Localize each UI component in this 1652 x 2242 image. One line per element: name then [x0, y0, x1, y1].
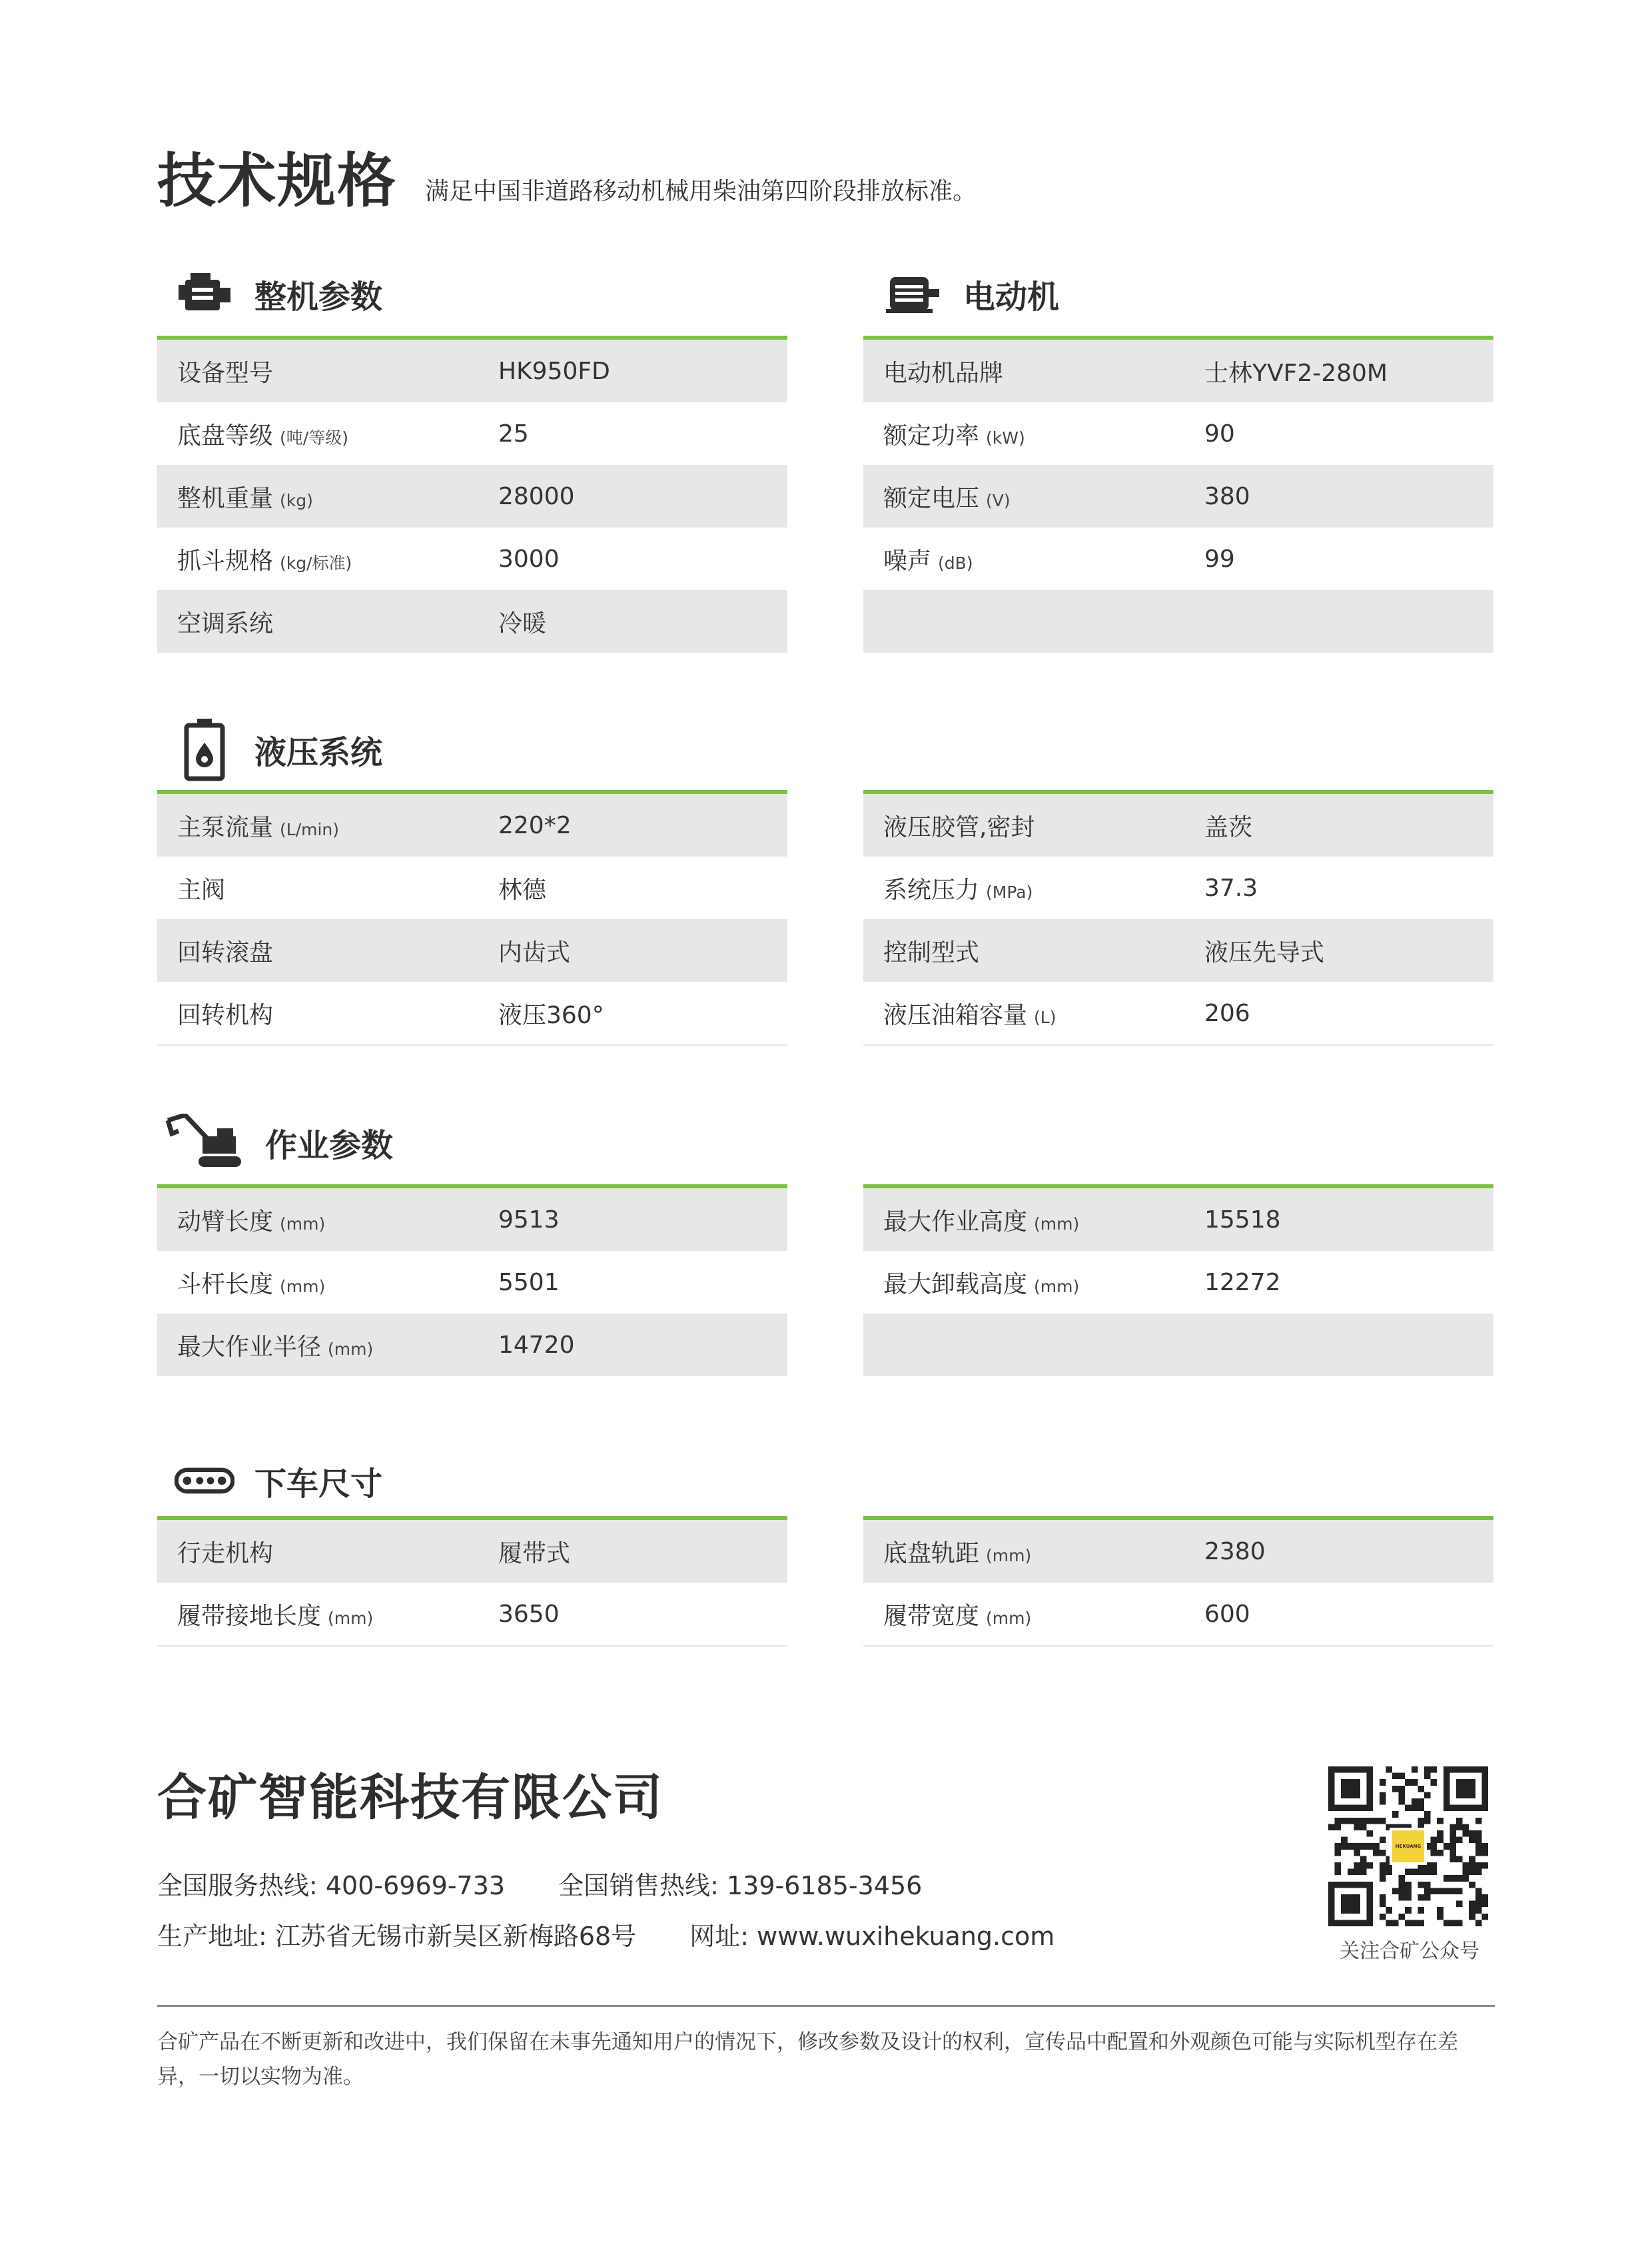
qr-logo [1390, 1828, 1427, 1865]
title-row [157, 147, 977, 215]
spec-label [863, 809, 1204, 843]
table-undercarriage-left [157, 1516, 787, 1647]
spec-unit: (MPa) [986, 882, 1033, 902]
spec-label-text: 额定电压 [883, 484, 980, 512]
spec-label-text: 额定功率 [883, 422, 980, 450]
spec-label [863, 996, 1204, 1030]
spec-label [863, 871, 1204, 905]
table-row [863, 1188, 1493, 1251]
electric-motor-icon [883, 264, 943, 324]
table-row [157, 1313, 787, 1376]
spec-unit: (dB) [938, 553, 973, 573]
spec-unit: (mm) [986, 1545, 1032, 1565]
spec-unit: (mm) [280, 1276, 326, 1296]
table-row [157, 857, 787, 919]
spec-unit: (mm) [1034, 1214, 1080, 1234]
spec-label [157, 1203, 498, 1237]
spec-label [157, 1328, 498, 1362]
spec-label [157, 1597, 498, 1631]
spec-label [863, 1203, 1204, 1237]
spec-unit: (mm) [986, 1608, 1032, 1628]
spec-value: 206 [1204, 999, 1250, 1027]
spec-label [863, 934, 1204, 968]
spec-label-text: 设备型号 [177, 359, 274, 387]
spec-value: 林德 [498, 876, 547, 904]
spec-value: 99 [1204, 545, 1235, 573]
spec-label-text: 系统压力 [883, 876, 980, 904]
spec-label [157, 809, 498, 843]
spec-label-text: 履带宽度 [883, 1602, 980, 1630]
table-row [157, 794, 787, 857]
table-row [863, 528, 1493, 590]
spec-label [863, 542, 1204, 576]
website[interactable]: 网址: www.wuxihekuang.com [689, 1922, 1055, 1951]
table-row [863, 590, 1493, 653]
table-motor [863, 336, 1493, 653]
table-row [157, 919, 787, 982]
spec-label [157, 996, 498, 1030]
spec-label-text: 底盘等级 [177, 422, 274, 450]
spec-label [157, 1266, 498, 1300]
section-header-motor [883, 257, 1059, 330]
qr-code[interactable] [1328, 1766, 1488, 1926]
spec-value: 15518 [1204, 1206, 1281, 1234]
table-row [863, 919, 1493, 982]
spec-label-text: 最大作业高度 [883, 1208, 1028, 1236]
table-row [863, 1583, 1493, 1647]
spec-label-text: 电动机品牌 [883, 359, 1004, 387]
spec-label-text: 回转机构 [177, 1001, 274, 1029]
spec-label-text: 履带接地长度 [177, 1602, 322, 1630]
table-machine [157, 336, 787, 653]
table-row [863, 1251, 1493, 1313]
table-row [863, 982, 1493, 1046]
spec-label [157, 354, 498, 388]
spec-label [863, 1535, 1204, 1569]
spec-label-text: 最大作业半径 [177, 1333, 322, 1361]
spec-value: 37.3 [1204, 874, 1258, 902]
spec-value: 14720 [498, 1331, 575, 1359]
spec-label-text: 动臂长度 [177, 1208, 274, 1236]
excavator-icon [165, 1112, 245, 1172]
spec-label-text: 空调系统 [177, 609, 274, 637]
table-row [157, 982, 787, 1046]
spec-value: 380 [1204, 482, 1250, 510]
spec-unit: (吨/等级) [280, 428, 348, 448]
spec-unit: (L/min) [280, 819, 340, 839]
section-header-undercarriage [175, 1444, 382, 1517]
page-subtitle: 满足中国非道路移动机械用柴油第四阶段排放标准。 [425, 178, 977, 205]
company-name: 合矿智能科技有限公司 [157, 1769, 663, 1826]
table-row [157, 1520, 787, 1583]
table-row [863, 857, 1493, 919]
spec-label [157, 605, 498, 639]
spec-label [863, 1266, 1204, 1300]
spec-value: 盖茨 [1204, 813, 1253, 841]
spec-label [863, 1597, 1204, 1631]
spec-value: 3650 [498, 1600, 560, 1628]
table-row [863, 1313, 1493, 1376]
spec-label [157, 417, 498, 451]
spec-label-text: 底盘轨距 [883, 1539, 980, 1567]
table-row [863, 1520, 1493, 1583]
spec-label-text: 整机重量 [177, 484, 274, 512]
section-header-work [165, 1106, 393, 1179]
spec-value: 士林YVF2-280M [1204, 359, 1388, 387]
table-row [157, 1583, 787, 1647]
section-title-machine: 整机参数 [254, 278, 383, 316]
table-row [157, 1188, 787, 1251]
spec-unit: (mm) [328, 1339, 374, 1359]
spec-label [863, 480, 1204, 514]
table-row [157, 340, 787, 402]
section-header-machine [175, 257, 382, 330]
spec-value: 12272 [1204, 1268, 1281, 1296]
spec-unit: (mm) [328, 1608, 374, 1628]
spec-label-text: 控制型式 [883, 938, 980, 966]
spec-value: 28000 [498, 482, 575, 510]
spec-label-text: 行走机构 [177, 1539, 274, 1567]
spec-value: 90 [1204, 420, 1235, 448]
table-row [863, 794, 1493, 857]
spec-label-text: 液压油箱容量 [883, 1001, 1028, 1029]
table-hydraulic-right [863, 790, 1493, 1046]
page-title: 技术规格 [157, 147, 398, 215]
section-header-hydraulic [175, 713, 382, 786]
service-hotline: 全国服务热线: 400-6969-733 [157, 1871, 506, 1900]
table-work-left [157, 1184, 787, 1376]
spec-unit: (V) [986, 490, 1011, 510]
table-row [157, 402, 787, 465]
spec-value: 内齿式 [498, 938, 571, 966]
spec-unit: (mm) [1034, 1276, 1080, 1296]
spec-value: 液压先导式 [1204, 938, 1325, 966]
spec-label-text: 液压胶管,密封 [883, 813, 1035, 841]
crawler-track-icon [175, 1451, 234, 1511]
spec-label-text: 主泵流量 [177, 813, 274, 841]
factory-address: 生产地址: 江苏省无锡市新吴区新梅路68号 [157, 1922, 637, 1951]
spec-unit: (mm) [280, 1214, 326, 1234]
spec-value: HK950FD [498, 357, 610, 385]
table-row [863, 465, 1493, 528]
table-row [157, 1251, 787, 1313]
spec-value: 冷暖 [498, 609, 547, 637]
spec-unit: (kg) [280, 490, 313, 510]
spec-label-text: 抓斗规格 [177, 547, 274, 575]
spec-label [863, 1331, 1204, 1359]
spec-unit: (kg/标准) [280, 553, 352, 573]
spec-label [157, 480, 498, 514]
sales-hotline: 全国销售热线: 139-6185-3456 [558, 1871, 923, 1900]
hydraulic-oil-icon [175, 719, 234, 779]
spec-label [863, 354, 1204, 388]
spec-label [157, 871, 498, 905]
spec-label-text: 回转滚盘 [177, 938, 274, 966]
spec-label [157, 1535, 498, 1569]
spec-value: 2380 [1204, 1537, 1266, 1565]
spec-label-text: 最大卸载高度 [883, 1270, 1028, 1298]
spec-label [863, 417, 1204, 451]
section-title-work: 作业参数 [265, 1126, 394, 1164]
section-title-undercarriage: 下车尺寸 [254, 1465, 383, 1503]
engine-icon [175, 264, 234, 324]
table-row [157, 528, 787, 590]
spec-unit: (L) [1034, 1007, 1056, 1027]
table-work-right [863, 1184, 1493, 1376]
footer-divider [157, 2005, 1495, 2007]
section-title-hydraulic: 液压系统 [254, 733, 383, 771]
contact-line-2 [157, 1916, 1054, 1952]
disclaimer: 合矿产品在不断更新和改进中，我们保留在未事先通知用户的情况下，修改参数及设计的权利，宣传品中配置和外观颜色可能与实际机型存在差异，一切以实物为准。 [157, 2030, 1458, 2089]
qr-caption: 关注合矿公众号 [1340, 1940, 1479, 1963]
spec-value: 3000 [498, 545, 560, 573]
table-row [157, 590, 787, 653]
spec-unit: (kW) [986, 428, 1025, 448]
table-hydraulic-left [157, 790, 787, 1046]
spec-label-text: 斗杆长度 [177, 1270, 274, 1298]
spec-value: 9513 [498, 1206, 560, 1234]
spec-label-text: 主阀 [177, 876, 226, 904]
spec-label [863, 608, 1204, 635]
table-undercarriage-right [863, 1516, 1493, 1647]
spec-value: 履带式 [498, 1539, 571, 1567]
spec-label-text: 噪声 [883, 547, 932, 575]
spec-value: 5501 [498, 1268, 560, 1296]
spec-label [157, 934, 498, 968]
spec-label [157, 542, 498, 576]
spec-value: 液压360° [498, 1001, 604, 1029]
spec-value: 220*2 [498, 811, 572, 839]
table-row [157, 465, 787, 528]
table-row [863, 402, 1493, 465]
spec-value: 25 [498, 420, 529, 448]
contact-line-1 [157, 1865, 922, 1902]
section-title-motor: 电动机 [963, 278, 1060, 316]
table-row [863, 340, 1493, 402]
spec-value: 600 [1204, 1600, 1250, 1628]
qr-logo-text: HEKUANG [1395, 1844, 1422, 1849]
